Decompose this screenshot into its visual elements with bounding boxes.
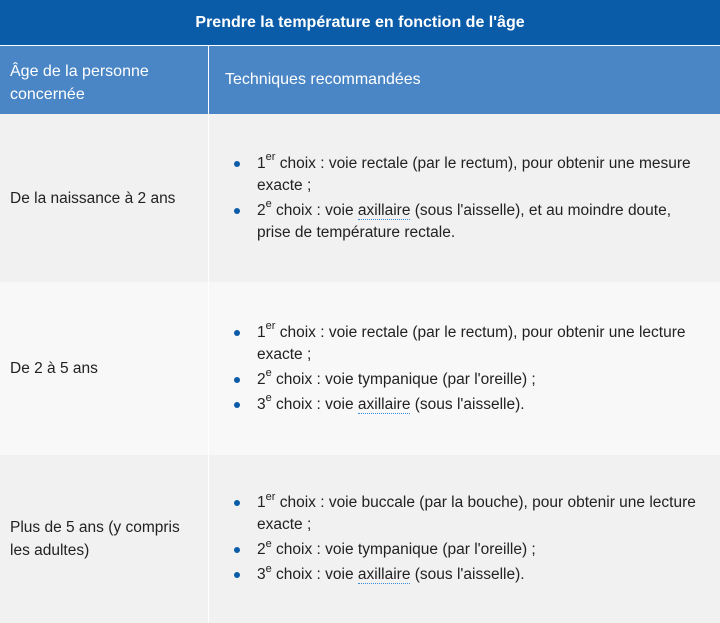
bullet-icon [234, 208, 240, 214]
table-title: Prendre la température en fonction de l'âge [0, 0, 720, 46]
list-item [229, 153, 699, 197]
bullet-icon [234, 547, 240, 553]
choice-text: choix : voie [271, 395, 358, 413]
list-item [229, 492, 699, 536]
choice-ordinal: er [265, 320, 276, 333]
choice-ordinal: er [265, 490, 276, 503]
choice-text: choix : voie rectale (par le rectum), pour obtenir une lecture exacte ; [257, 323, 686, 363]
glossary-link-axillaire[interactable]: axillaire [357, 201, 411, 219]
choice-text: choix : voie buccale (par la bouche), pour obtenir une lecture exacte ; [257, 494, 696, 533]
age-cell: De 2 à 5 ans [0, 282, 209, 455]
list-item [229, 369, 699, 391]
choice-text-after: (sous l'aisselle). [410, 566, 525, 583]
age-cell: Plus de 5 ans (y compris les adultes) [0, 455, 209, 623]
choice-ordinal: e [265, 367, 272, 380]
choice-text: choix : voie tympanique (par l'oreille) ; [271, 370, 536, 388]
choice-number: 2 [257, 370, 266, 388]
choice-ordinal: e [265, 537, 272, 550]
choice-ordinal: e [265, 198, 272, 211]
choice-ordinal: e [265, 392, 272, 405]
bullet-icon [234, 500, 240, 506]
table-row [0, 114, 720, 282]
bullet-icon [234, 330, 240, 336]
techniques-list [229, 153, 699, 244]
choice-text-after: (sous l'aisselle), et au moindre doute, prise de température rectale. [257, 201, 672, 241]
choice-ordinal: er [265, 151, 276, 164]
header-row [0, 46, 720, 114]
techniques-list [229, 322, 699, 416]
choice-ordinal: e [265, 562, 272, 575]
bullet-icon [234, 377, 240, 383]
choice-number: 3 [257, 395, 266, 413]
choice-number: 1 [257, 323, 266, 341]
choice-number: 1 [257, 154, 266, 172]
list-item [229, 394, 699, 416]
table-row [0, 282, 720, 455]
choice-text: choix : voie rectale (par le rectum), pour obtenir une mesure exacte ; [257, 154, 691, 194]
header-techniques: Techniques recommandées [225, 71, 421, 88]
techniques-cell [209, 282, 720, 455]
choice-text: choix : voie tympanique (par l'oreille) ; [271, 541, 536, 558]
bullet-icon [234, 572, 240, 578]
choice-number: 2 [257, 541, 266, 558]
choice-number: 1 [257, 494, 266, 511]
list-item [229, 564, 699, 586]
choice-text: choix : voie [271, 566, 358, 583]
glossary-link-axillaire[interactable]: axillaire [357, 395, 411, 413]
choice-number: 3 [257, 566, 266, 583]
list-item [229, 322, 699, 366]
choice-text: choix : voie [271, 201, 358, 219]
age-cell: De la naissance à 2 ans [0, 114, 209, 282]
glossary-link-axillaire[interactable]: axillaire [357, 566, 411, 583]
techniques-cell [209, 114, 720, 282]
choice-number: 2 [257, 201, 266, 219]
choice-text-after: (sous l'aisselle). [410, 395, 525, 413]
list-item [229, 200, 699, 244]
techniques-list [229, 492, 699, 586]
table-row [0, 455, 720, 623]
bullet-icon [234, 161, 240, 167]
header-age: Âge de la personne concernée [0, 46, 209, 114]
list-item [229, 539, 699, 561]
bullet-icon [234, 402, 240, 408]
techniques-cell [209, 455, 720, 623]
